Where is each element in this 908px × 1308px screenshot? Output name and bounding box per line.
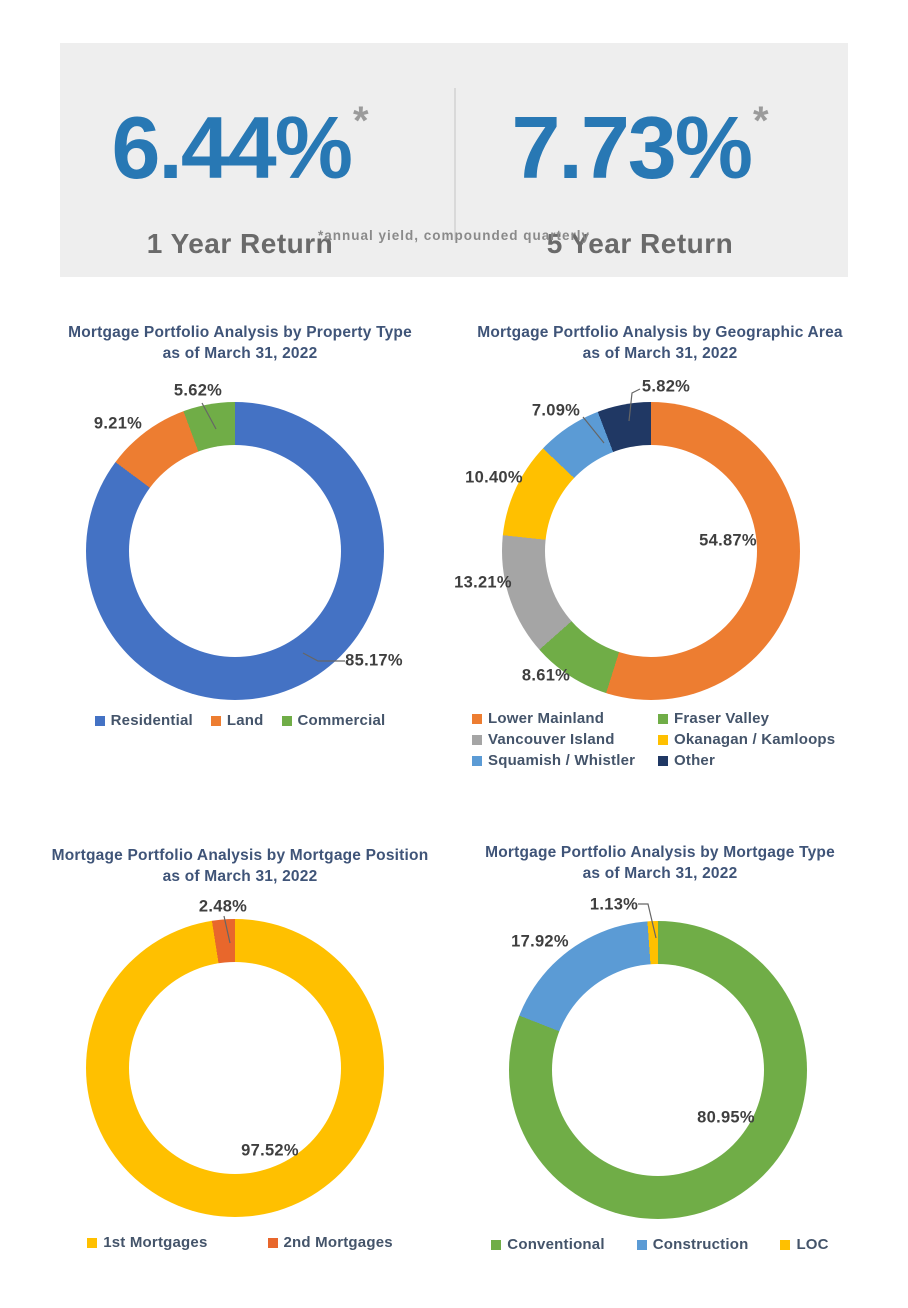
return-period-label: 1 Year Return	[146, 228, 334, 259]
legend-label: Fraser Valley	[674, 710, 770, 727]
legend-item-okanagan-kamloops	[658, 731, 835, 748]
legend	[40, 1234, 440, 1251]
chart-subtitle: as of March 31, 2022	[162, 868, 318, 885]
chart-title	[40, 845, 440, 887]
legend-swatch	[637, 1240, 647, 1250]
legend-swatch	[95, 716, 105, 726]
legend-label: Residential	[110, 712, 193, 729]
chart-subtitle: as of March 31, 2022	[162, 345, 318, 362]
donut-hole	[545, 445, 757, 657]
legend-swatch	[658, 735, 668, 745]
legend-swatch	[268, 1238, 278, 1248]
chart-title-line1: Mortgage Portfolio Analysis by Geographic Area	[477, 324, 843, 341]
legend-label: Commercial	[297, 712, 386, 729]
data-label-1st-mortgages: 97.52%	[241, 1141, 299, 1160]
legend	[472, 710, 835, 769]
chart-subtitle: as of March 31, 2022	[582, 345, 738, 362]
chart-mortgage-type	[450, 838, 870, 1308]
return-percentage: 7.73%	[511, 98, 751, 197]
footnote-asterisk: *	[352, 99, 369, 143]
legend-label: Okanagan / Kamloops	[674, 731, 836, 748]
legend-label: Other	[674, 752, 716, 769]
legend-label: LOC	[796, 1236, 829, 1253]
legend-swatch	[658, 714, 668, 724]
legend-label: Land	[226, 712, 264, 729]
legend-swatch	[472, 735, 482, 745]
chart-title-line1: Mortgage Portfolio Analysis by Mortgage Position	[51, 847, 429, 864]
chart-title	[450, 322, 870, 364]
data-label-lower-mainland: 54.87%	[699, 531, 757, 550]
data-label-loc: 1.13%	[589, 895, 639, 914]
legend-item-fraser-valley	[658, 710, 835, 727]
legend-swatch	[658, 756, 668, 766]
legend-item-loc	[780, 1236, 828, 1253]
donut-hole	[129, 445, 341, 657]
legend-swatch	[87, 1238, 97, 1248]
data-label-commercial: 5.62%	[173, 381, 223, 400]
legend-item-other	[658, 752, 835, 769]
data-label-other: 5.82%	[641, 377, 691, 396]
one-year-return-value	[40, 75, 440, 220]
donut-hole	[552, 964, 764, 1176]
legend-item-commercial	[282, 712, 386, 729]
legend	[450, 1236, 870, 1253]
legend-swatch	[211, 716, 221, 726]
legend-label: Conventional	[507, 1236, 605, 1253]
data-label-construction: 17.92%	[511, 932, 569, 951]
return-period-label: 5 Year Return	[546, 228, 734, 259]
legend-item-vancouver-island	[472, 731, 658, 748]
legend-label: Vancouver Island	[488, 731, 615, 748]
data-label-land: 9.21%	[93, 414, 143, 433]
data-label-okanagan-kamloops: 10.40%	[465, 468, 523, 487]
data-label-2nd-mortgages: 2.48%	[198, 897, 248, 916]
legend-item-2nd-mortgages	[268, 1234, 393, 1251]
legend-item-land	[211, 712, 264, 729]
legend-swatch	[491, 1240, 501, 1250]
footnote-asterisk: *	[752, 99, 769, 143]
yield-footnote: *annual yield, compounded quarterly	[317, 228, 591, 243]
data-label-vancouver-island: 13.21%	[454, 573, 512, 592]
data-label-residential: 85.17%	[345, 651, 403, 670]
legend-item-construction	[637, 1236, 749, 1253]
legend-swatch	[472, 756, 482, 766]
chart-title-line1: Mortgage Portfolio Analysis by Mortgage Type	[485, 844, 835, 861]
chart-title	[450, 842, 870, 884]
legend-item-residential	[95, 712, 193, 729]
legend	[40, 712, 440, 729]
legend-label: 2nd Mortgages	[283, 1234, 393, 1251]
legend-label: Squamish / Whistler	[488, 752, 636, 769]
chart-title-line1: Mortgage Portfolio Analysis by Property Type	[68, 324, 412, 341]
chart-title	[40, 322, 440, 364]
legend-swatch	[472, 714, 482, 724]
legend-label: 1st Mortgages	[103, 1234, 208, 1251]
legend-item-squamish-whistler	[472, 752, 658, 769]
chart-geographic-area	[450, 318, 870, 788]
legend-swatch	[780, 1240, 790, 1250]
chart-property-type	[40, 318, 440, 788]
legend-label: Lower Mainland	[488, 710, 605, 727]
data-label-squamish-whistler: 7.09%	[531, 401, 581, 420]
five-year-return-value	[440, 75, 840, 220]
returns-summary-panel	[60, 43, 848, 277]
legend-swatch	[282, 716, 292, 726]
return-percentage: 6.44%	[111, 98, 351, 197]
legend-item-lower-mainland	[472, 710, 658, 727]
data-label-fraser-valley: 8.61%	[521, 666, 571, 685]
data-label-conventional: 80.95%	[697, 1108, 755, 1127]
legend-label: Construction	[652, 1236, 749, 1253]
chart-subtitle: as of March 31, 2022	[582, 865, 738, 882]
legend-item-conventional	[491, 1236, 604, 1253]
legend-item-1st-mortgages	[87, 1234, 207, 1251]
donut-hole	[129, 962, 341, 1174]
chart-mortgage-position	[40, 838, 440, 1308]
